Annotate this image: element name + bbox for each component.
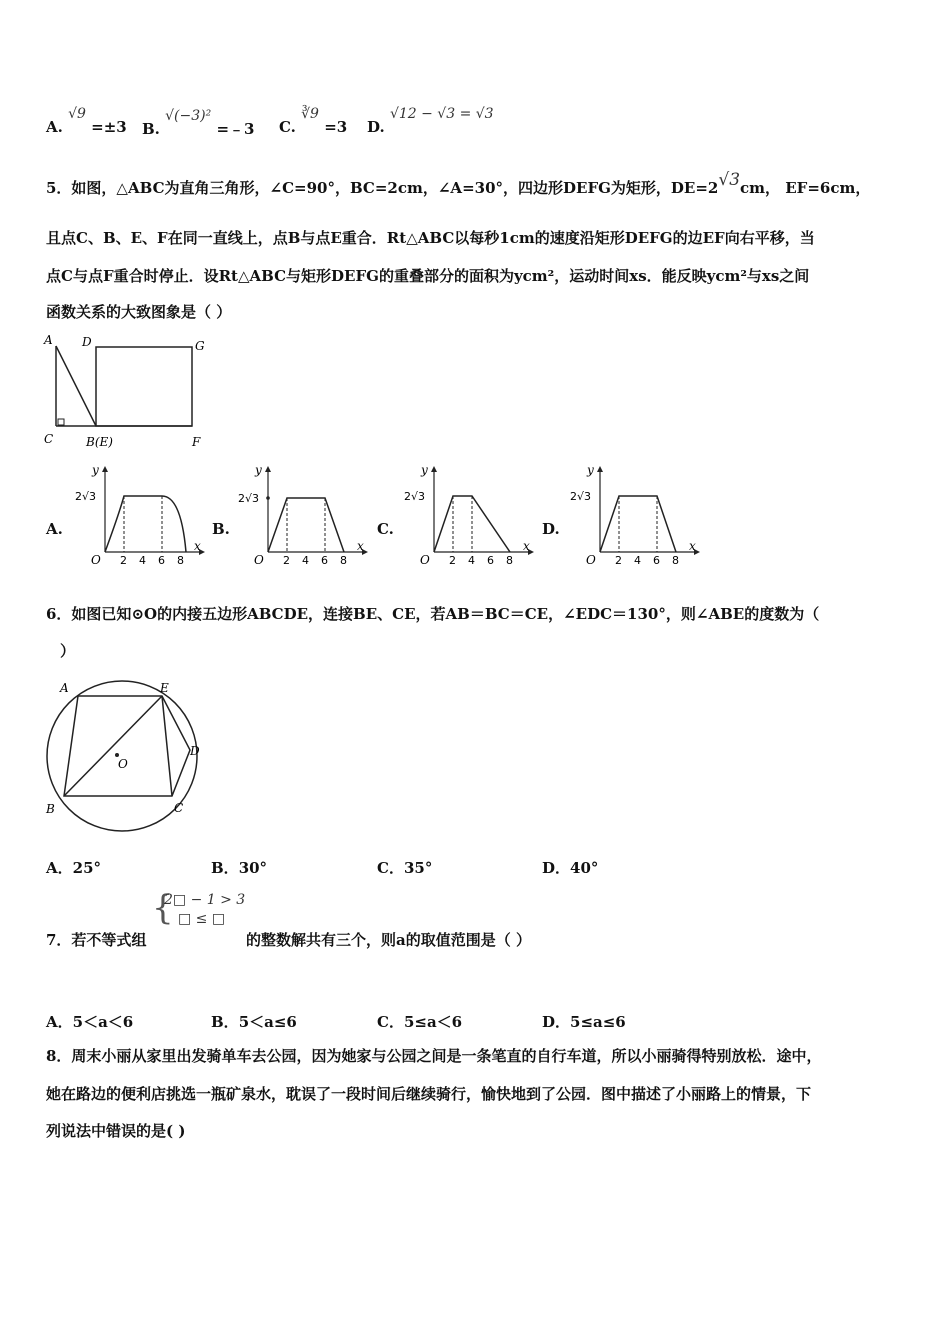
q7-prefix: 7．若不等式组 [46, 931, 147, 949]
q5-line2: 且点C、B、E、F在同一直线上，点B与点E重合．Rt△ABC以每秒1cm的速度沿矩形DEFG的边EF向右平移，当 [46, 229, 815, 247]
q7-option-b: B．5＜a≤6 [211, 1013, 297, 1031]
q5-graph-d-ymark: 2√3 [570, 490, 592, 503]
q7-system-line1: 2□ − 1 > 3 [164, 892, 246, 908]
q5-graph-c-ylabel: y [421, 463, 428, 477]
q7-system-line2: □ ≤ □ [178, 911, 226, 927]
q5-sqrt3: √3 [718, 170, 741, 190]
q4-option-c: C. ∛9 =3 [279, 106, 348, 136]
q6-option-c: C．35° [377, 859, 433, 877]
q5-graph-b-label: B. [212, 520, 230, 538]
q7-brace-icon: { [152, 888, 174, 928]
q7-inequality-system [152, 888, 246, 934]
q5-graph-a-ylabel: y [92, 463, 99, 477]
q6-line1: 6．如图已知⊙O的内接五边形ABCDE，连接BE、CE，若AB＝BC＝CE，∠EDC＝130°，则∠ABE的度数为（ [46, 605, 820, 623]
q5-graph-b-xlabel: x [357, 539, 364, 553]
q5-graph-b-tick-2: 2 [283, 554, 290, 567]
q5-graph-b-ylabel: y [255, 463, 262, 477]
q5-graph-d-origin: O [586, 553, 596, 567]
q7-option-d: D．5≤a≤6 [542, 1013, 626, 1031]
q8-line3: 列说法中错误的是( ) [46, 1122, 186, 1140]
q4-option-b-expr: √(−3)² [165, 108, 212, 124]
q5-line3: 点C与点F重合时停止．设Rt△ABC与矩形DEFG的重叠部分的面积为ycm²，运动时间xs．能反映ycm²与xs之间 [46, 267, 810, 285]
q6-label-o: O [118, 757, 128, 771]
q7-option-c: C．5≤a＜6 [377, 1013, 463, 1031]
q6-label-e: E [160, 681, 169, 695]
q6-option-d: D．40° [542, 859, 599, 877]
q4-option-c-expr: ∛9 [301, 106, 319, 122]
q5-label-a: A [44, 333, 53, 347]
q5-graph-d-tick-4: 4 [634, 554, 641, 567]
q5-graph-b-tick-6: 6 [321, 554, 328, 567]
q5-graph-a-label: A. [46, 520, 63, 538]
q5-graph-d-xlabel: x [689, 539, 696, 553]
q5-graph-b [238, 462, 368, 570]
q5-graph-a-tick-8: 8 [177, 554, 184, 567]
q5-line4: 函数关系的大致图象是（ ） [46, 303, 232, 321]
q6-option-b: B．30° [211, 859, 268, 877]
q5-graph-a [75, 462, 205, 570]
q4-option-b: B. √(−3)² =﹣3 [142, 108, 255, 138]
q5-graph-c-label: C. [377, 520, 394, 538]
q4-option-a: A. √9 =±3 [46, 106, 127, 136]
q5-graph-d [570, 462, 700, 570]
q5-graph-d-tick-2: 2 [615, 554, 622, 567]
q5-graph-a-tick-4: 4 [139, 554, 146, 567]
q5-label-d: D [82, 335, 92, 349]
q4-option-d-expr: √12 − √3 = √3 [389, 106, 494, 122]
q5-graph-d-ylabel: y [587, 463, 594, 477]
q5-graph-a-xlabel: x [194, 539, 201, 553]
q5-graph-b-tick-8: 8 [340, 554, 347, 567]
q6-label-a: A [60, 681, 69, 695]
q5-label-g: G [195, 339, 205, 353]
q5-graph-a-origin: O [91, 553, 101, 567]
q5-graph-c-tick-4: 4 [468, 554, 475, 567]
q5-graph-b-tick-4: 4 [302, 554, 309, 567]
q5-label-c: C [44, 432, 54, 446]
q5-graph-c-tick-6: 6 [487, 554, 494, 567]
q5-graph-a-ymark: 2√3 [75, 490, 97, 503]
q4-option-a-expr: √9 [68, 106, 86, 122]
q8-line1: 8．周末小丽从家里出发骑单车去公园，因为她家与公园之间是一条笔直的自行车道，所以小丽骑得特别放松．途中， [46, 1047, 822, 1065]
q7-option-a: A．5＜a＜6 [46, 1013, 134, 1031]
q5-graph-c-xlabel: x [523, 539, 530, 553]
q6-circle-pentagon-figure [38, 672, 210, 832]
q5-graph-c [404, 462, 534, 570]
q4-option-d: D. √12 − √3 = √3 [367, 106, 494, 136]
q6-line2: ） [60, 642, 76, 660]
q5-triangle-rectangle-figure [40, 330, 220, 455]
q5-label-be: B(E) [86, 435, 113, 449]
q5-graph-d-tick-8: 8 [672, 554, 679, 567]
q8-line2: 她在路边的便利店挑选一瓶矿泉水，耽误了一段时间后继续骑行，愉快地到了公园．图中描述了小丽路上的情景，下 [46, 1085, 812, 1103]
q5-label-f: F [192, 435, 201, 449]
q6-option-a: A．25° [46, 859, 102, 877]
q6-label-b: B [46, 802, 55, 816]
q5-graph-d-label: D. [542, 520, 560, 538]
q5-graph-c-ymark: 2√3 [404, 490, 426, 503]
q5-line1: 5．如图，△ABC为直角三角形，∠C=90°，BC=2cm，∠A=30°，四边形DEFG为矩形，DE=2√3cm， EF=6cm， [46, 170, 871, 197]
q6-label-d: D [190, 744, 200, 758]
q5-graph-a-tick-2: 2 [120, 554, 127, 567]
q6-label-c: C [174, 801, 184, 815]
q5-graph-c-origin: O [420, 553, 430, 567]
q7-suffix: 的整数解共有三个，则a的取值范围是（ ） [246, 931, 531, 949]
q5-graph-d-tick-6: 6 [653, 554, 660, 567]
q5-graph-c-tick-8: 8 [506, 554, 513, 567]
q5-graph-b-ymark: 2√3 [238, 492, 260, 505]
q5-graph-a-tick-6: 6 [158, 554, 165, 567]
q5-graph-c-tick-2: 2 [449, 554, 456, 567]
q5-graph-b-origin: O [254, 553, 264, 567]
